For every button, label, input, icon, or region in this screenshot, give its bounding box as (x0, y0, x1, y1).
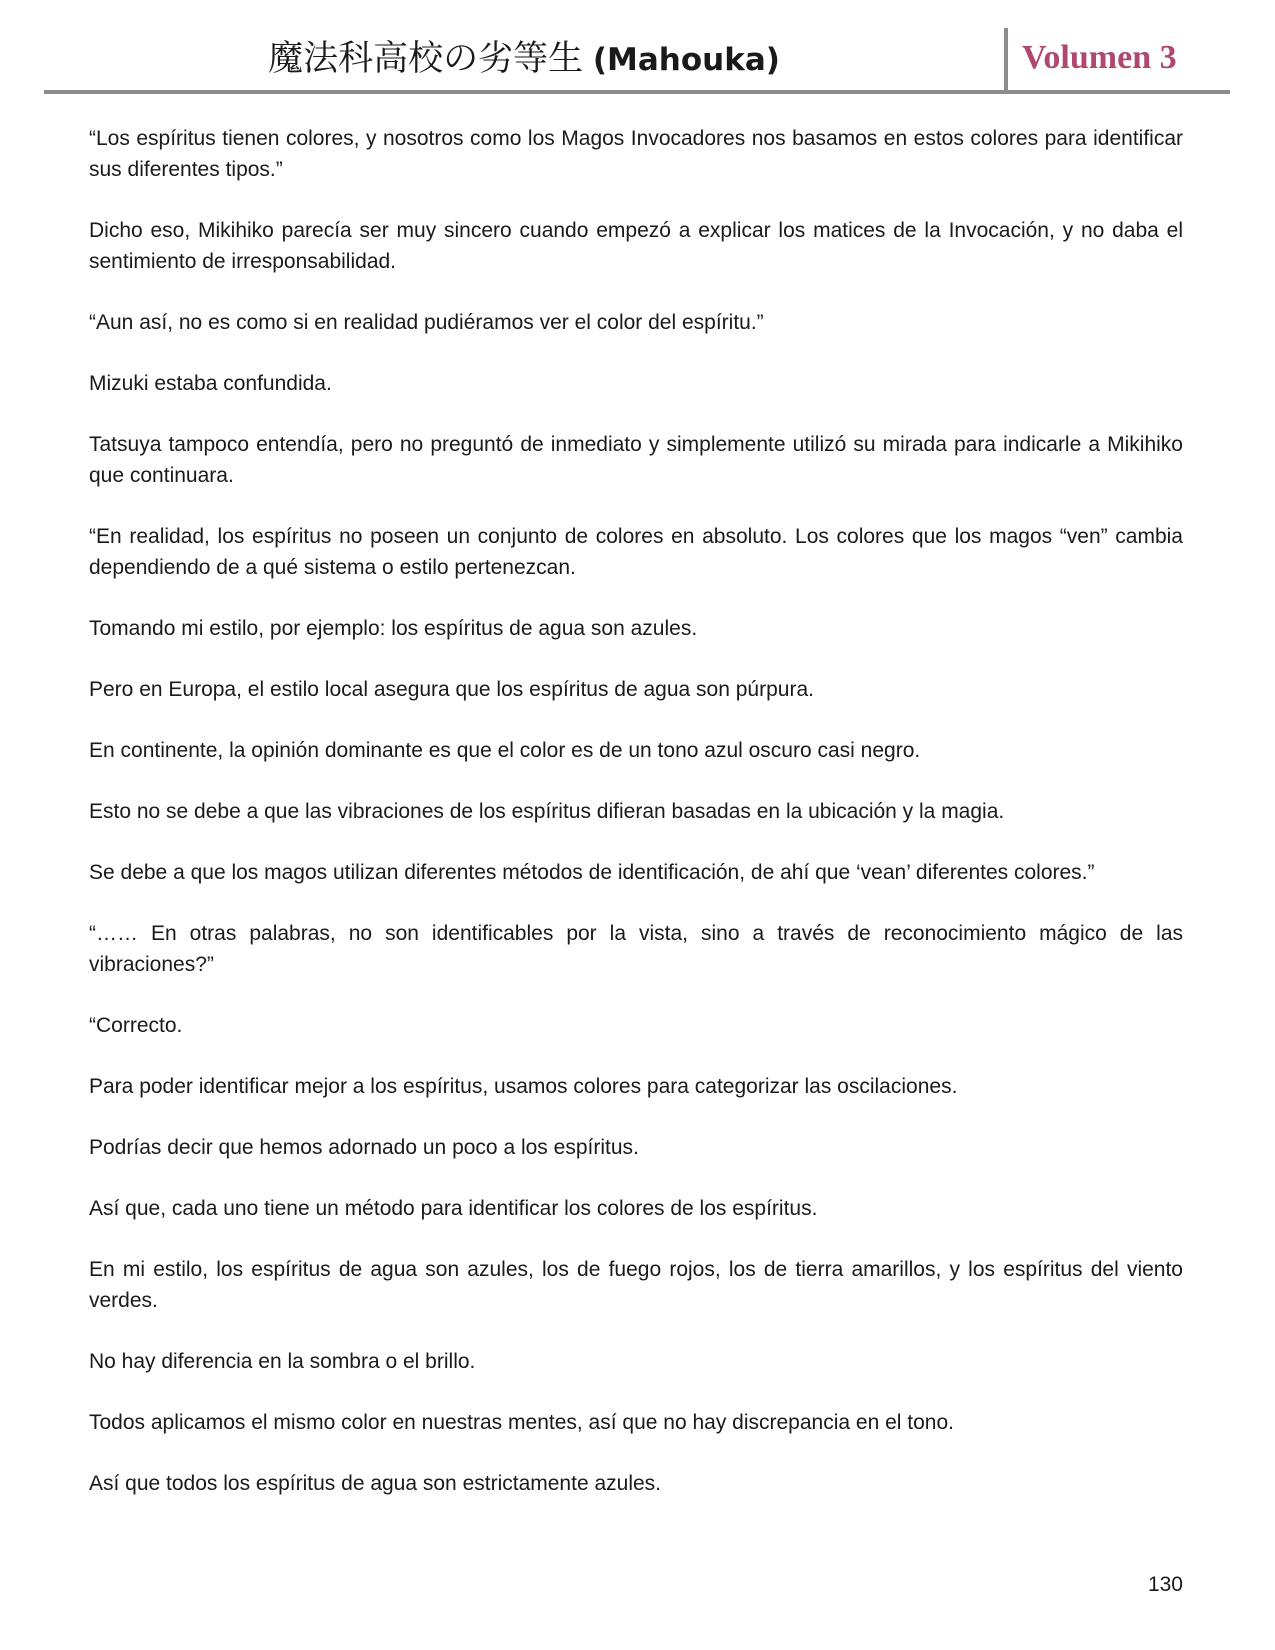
book-title-latin: (Mahouka) (592, 42, 780, 78)
paragraph: “Correcto. (89, 1014, 183, 1037)
paragraph: Así que, cada uno tiene un método para identificar los colores de los espíritus. (89, 1197, 818, 1220)
paragraph: Todos aplicamos el mismo color en nuestras mentes, así que no hay discrepancia en el tono. (89, 1411, 954, 1434)
header-divider (1004, 28, 1008, 92)
paragraph: En continente, la opinión dominante es que el color es de un tono azul oscuro casi negro. (89, 739, 921, 762)
book-title (44, 36, 1004, 83)
paragraph: En mi estilo, los espíritus de agua son azules, los de fuego rojos, los de tierra amarillos, y los espíritus del viento verdes. (89, 1258, 1183, 1312)
paragraph: “…… En otras palabras, no son identificables por la vista, sino a través de reconocimiento mágico de las vibraciones?” (89, 922, 1183, 976)
paragraph: Mizuki estaba confundida. (89, 372, 332, 395)
paragraph: Tomando mi estilo, por ejemplo: los espíritus de agua son azules. (89, 617, 698, 640)
paragraph: Para poder identificar mejor a los espíritus, usamos colores para categorizar las oscilaciones. (89, 1075, 958, 1098)
paragraph: “Aun así, no es como si en realidad pudiéramos ver el color del espíritu.” (89, 311, 764, 334)
page-body (89, 123, 1183, 1529)
paragraph: “Los espíritus tienen colores, y nosotros como los Magos Invocadores nos basamos en estos colores para identificar sus diferentes tipos.” (89, 127, 1183, 181)
paragraph: Se debe a que los magos utilizan diferentes métodos de identificación, de ahí que ‘vean’ diferentes colores.” (89, 861, 1095, 884)
volume-label: Volumen 3 (1022, 39, 1177, 76)
paragraph: “En realidad, los espíritus no poseen un conjunto de colores en absoluto. Los colores que los magos “ven” cambia dependiendo de a qué sistema o estilo pertenezcan. (89, 525, 1183, 579)
page-header (44, 28, 1230, 94)
book-title-japanese: 魔法科高校の劣等生 (268, 39, 584, 78)
paragraph: Tatsuya tampoco entendía, pero no preguntó de inmediato y simplemente utilizó su mirada para indicarle a Mikihiko que continuara. (89, 433, 1183, 487)
header-rule (44, 90, 1230, 94)
paragraph: Esto no se debe a que las vibraciones de los espíritus difieran basadas en la ubicación y la magia. (89, 800, 1005, 823)
paragraph: Así que todos los espíritus de agua son estrictamente azules. (89, 1472, 661, 1495)
paragraph: Dicho eso, Mikihiko parecía ser muy sincero cuando empezó a explicar los matices de la Invocación, y no daba el sentimiento de irresponsabilidad. (89, 219, 1183, 273)
paragraph: No hay diferencia en la sombra o el brillo. (89, 1350, 476, 1373)
page-number: 130 (1147, 1573, 1183, 1596)
paragraph: Podrías decir que hemos adornado un poco a los espíritus. (89, 1136, 639, 1159)
paragraph: Pero en Europa, el estilo local asegura que los espíritus de agua son púrpura. (89, 678, 814, 701)
